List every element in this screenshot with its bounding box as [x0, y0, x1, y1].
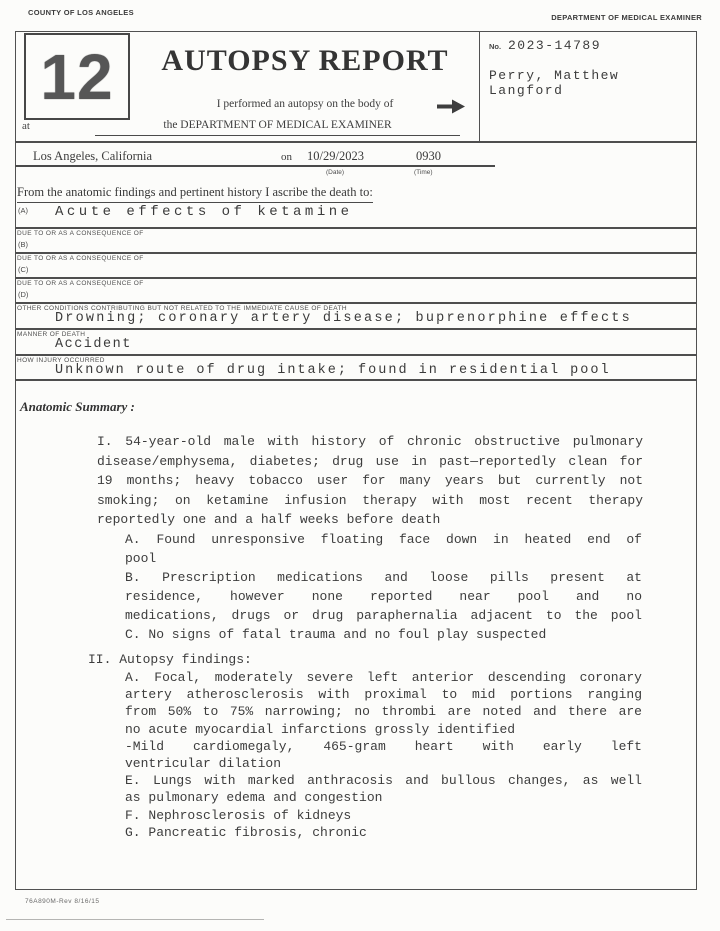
- text-line: medications, drugs or drug paraphernalia adjacent to the pool: [125, 608, 642, 623]
- cause-a-label: (A): [18, 206, 28, 215]
- case-no-label: No.: [489, 42, 502, 51]
- summary-item-II-heading: II. Autopsy findings:: [88, 652, 252, 667]
- rule: [15, 252, 697, 254]
- text-line: artery atherosclerosis with proximal to mid portions ranging: [125, 687, 642, 703]
- rule: [15, 227, 697, 229]
- text-line: A. Focal, moderately severe left anterior descending coronary: [125, 670, 642, 685]
- summary-item-I-A: [125, 530, 642, 568]
- how-injury-value: Unknown route of drug intake; found in residential pool: [55, 363, 611, 378]
- how-injury-label: HOW INJURY OCCURRED: [17, 357, 105, 364]
- time-value: 0930: [416, 149, 441, 163]
- case-number: 2023-14789: [508, 38, 602, 53]
- cause-b-label: (B): [18, 240, 28, 249]
- text-line: smoking; on ketamine infusion therapy with most recent therapy: [97, 492, 643, 508]
- text-line: as pulmonary edema and congestion: [125, 790, 383, 806]
- summary-item-I-C: [125, 625, 642, 644]
- summary-item-II-A-sub: [125, 738, 642, 772]
- text-line: B. Prescription medications and loose pills present at: [125, 570, 642, 585]
- form-number: 12: [40, 40, 114, 113]
- text-line: G. Pancreatic fibrosis, chronic: [125, 824, 367, 840]
- text-line: from 50% to 75% narrowing; no thrombi are noted and there are: [125, 704, 642, 720]
- arrow-right-icon: [437, 99, 465, 119]
- on-label: on: [281, 151, 292, 163]
- text-line: pool: [125, 551, 157, 566]
- text-line: no acute myocardial infarctions grossly identified: [125, 721, 516, 737]
- manner-of-death-value: Accident: [55, 337, 132, 352]
- text-line: -Mild cardiomegaly, 465-gram heart with early left: [125, 738, 642, 754]
- rule: [15, 354, 697, 356]
- form-code: 76A890M-Rev 8/16/15: [25, 898, 100, 905]
- rule: [15, 165, 495, 167]
- text-line: I. 54-year-old male with history of chronic obstructive pulmonary: [97, 434, 643, 449]
- rule: [15, 302, 697, 304]
- decedent-name: Perry, Matthew Langford: [489, 68, 620, 98]
- text-line: reportedly one and a half weeks before death: [97, 512, 441, 527]
- other-conditions-value: Drowning; coronary artery disease; buprenorphine effects: [55, 311, 632, 326]
- rule: [15, 141, 697, 143]
- text-line: A. Found unresponsive floating face down in heated end of: [125, 532, 642, 547]
- cause-d-label: (D): [18, 290, 29, 299]
- rule: [6, 919, 264, 920]
- rule: [15, 277, 697, 279]
- text-line: ventricular dilation: [125, 756, 282, 772]
- text-line: F. Nephrosclerosis of kidneys: [125, 807, 352, 823]
- department-header: DEPARTMENT OF MEDICAL EXAMINER: [551, 13, 702, 22]
- other-conditions-label: OTHER CONDITIONS CONTRIBUTING BUT NOT RELATED TO THE IMMEDIATE CAUSE OF DEATH: [17, 305, 347, 312]
- summary-item-II-E: [125, 772, 642, 806]
- at-label: at: [22, 120, 30, 132]
- summary-item-I: [97, 432, 643, 530]
- time-caption: (Time): [414, 169, 433, 176]
- performed-line: I performed an autopsy on the body of: [216, 98, 394, 110]
- ascribe-line: From the anatomic findings and pertinent history I ascribe the death to:: [17, 185, 373, 203]
- county-header: COUNTY OF LOS ANGELES: [28, 8, 134, 17]
- summary-item-II-F: [125, 807, 642, 824]
- text-line: E. Lungs with marked anthracosis and bullous changes, as well: [125, 773, 642, 789]
- anatomic-summary-heading: Anatomic Summary :: [20, 399, 135, 414]
- text-line: residence, however none reported near pool and no: [125, 589, 642, 604]
- cause-a-value: Acute effects of ketamine: [55, 204, 353, 220]
- date-caption: (Date): [326, 169, 345, 176]
- due-to-label: DUE TO OR AS A CONSEQUENCE OF: [17, 280, 144, 287]
- summary-item-II-A: [125, 669, 642, 738]
- text-line: C. No signs of fatal trauma and no foul play suspected: [125, 627, 547, 642]
- summary-item-II-G: [125, 824, 642, 841]
- due-to-label: DUE TO OR AS A CONSEQUENCE OF: [17, 230, 144, 237]
- case-box: [479, 31, 697, 141]
- rule: [15, 328, 697, 330]
- form-number-box: [24, 33, 130, 120]
- location-text: Los Angeles, California: [33, 149, 153, 163]
- summary-item-I-B: [125, 568, 642, 625]
- rule: [15, 379, 697, 381]
- due-to-label: DUE TO OR AS A CONSEQUENCE OF: [17, 255, 144, 262]
- department-line: the DEPARTMENT OF MEDICAL EXAMINER: [95, 119, 460, 136]
- manner-of-death-label: MANNER OF DEATH: [17, 331, 86, 338]
- text-line: 19 months; heavy tobacco user for many years but currently not: [97, 473, 643, 488]
- cause-c-label: (C): [18, 265, 29, 274]
- page-title: AUTOPSY REPORT: [161, 44, 449, 77]
- date-value: 10/29/2023: [307, 149, 364, 163]
- text-line: disease/emphysema, diabetes; drug use in past—reportedly clean for: [97, 453, 643, 469]
